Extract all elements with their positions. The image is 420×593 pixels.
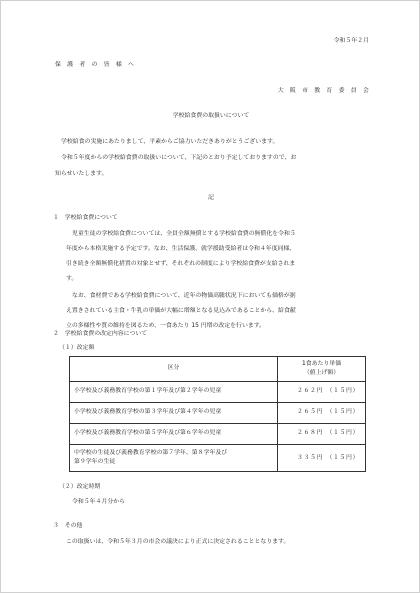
intro-line-1: 学校給食の実施にあたりまして、平素からご協力いただきありがとうございます。 (61, 139, 279, 145)
row-price: ２６２円 （１５円） (278, 382, 366, 403)
section-1-p1-line-3: 引き続き全額無償化措置の対象とせず、それぞれの制度により学校給食費が支給されま (66, 261, 296, 267)
table-row (70, 424, 366, 445)
section-2-heading: ２ 学校給食費の改定内容について (53, 331, 148, 337)
header-unit-price-line-1: 1食あたり単価 (301, 361, 342, 367)
date: 令和５年２月 (333, 38, 369, 44)
row-category (70, 445, 278, 472)
table-row (70, 382, 366, 403)
row-category: 小学校及び義務教育学校の第１学年及び第２学年の児童 (70, 382, 278, 403)
section-3-text: この取扱いは、令和５年３月の市会の議決により正式に決定されることとなります。 (66, 539, 290, 545)
section-1-p2-line-1: なお、食材費である学校給食費について、近年の物価高騰状況下においても価格が据 (72, 293, 296, 299)
section-1-p1-line-1: 児童生徒の学校給食費については、全員全額無償とする学校給食費の無償化を令和５ (72, 231, 296, 237)
section-1-p1-line-4: す。 (66, 276, 78, 282)
sender: 大 阪 市 教 育 委 員 会 (277, 88, 371, 94)
section-1-p1-line-2: 年度から本格実施する予定です。なお、生活保護、就学援助受給者は令和４年度同様、 (66, 246, 296, 252)
section-1-p2-line-3: 立の多様性や質の維持を図るため、一食あたり 15 円増の改定を行います。 (66, 323, 266, 329)
row-category-line-1: 中学校の生徒及び義務教育学校の第７学年、第８学年及び (74, 450, 228, 456)
intro-line-3: 知らせいたします。 (55, 171, 108, 177)
ki-heading: 記 (208, 195, 214, 201)
sub-heading-revision-amount: （１）改定額 (59, 345, 95, 351)
section-1-p2-line-2: え置きされている主食・牛乳の単価が大幅に増額となる見込みであることから、給食献 (66, 308, 296, 314)
row-category: 小学校及び義務教育学校の第５学年及び第６学年の児童 (70, 424, 278, 445)
section-3-heading: ３ その他 (53, 523, 83, 529)
document-title: 学校給食費の取扱いについて (172, 113, 250, 119)
sub-heading-revision-timing: （２）改定時期 (59, 484, 101, 490)
table-header-row (70, 357, 366, 382)
price-table (69, 356, 366, 472)
revision-timing-value: 令和５年４月分から (72, 499, 126, 505)
recipient: 保 護 者 の 皆 様 へ (55, 62, 137, 68)
row-category-line-2: 第９学年の生徒 (74, 459, 116, 465)
header-unit-price-line-2: （値上げ額） (303, 370, 340, 376)
header-unit-price (278, 357, 366, 382)
table-row (70, 403, 366, 424)
row-category: 小学校及び義務教育学校の第３学年及び第４学年の児童 (70, 403, 278, 424)
row-price: ２６８円 （１５円） (278, 424, 366, 445)
row-price: ２６５円 （１５円） (278, 403, 366, 424)
header-category: 区分 (70, 357, 278, 382)
table-row (70, 445, 366, 472)
section-1-heading: １ 学校給食費について (53, 215, 118, 221)
intro-line-2: 令和５年度からの学校給食費の取扱いについて、下記のとおり予定しておりますので、お (61, 155, 297, 161)
row-price: ３３５円 （１５円） (278, 445, 366, 472)
